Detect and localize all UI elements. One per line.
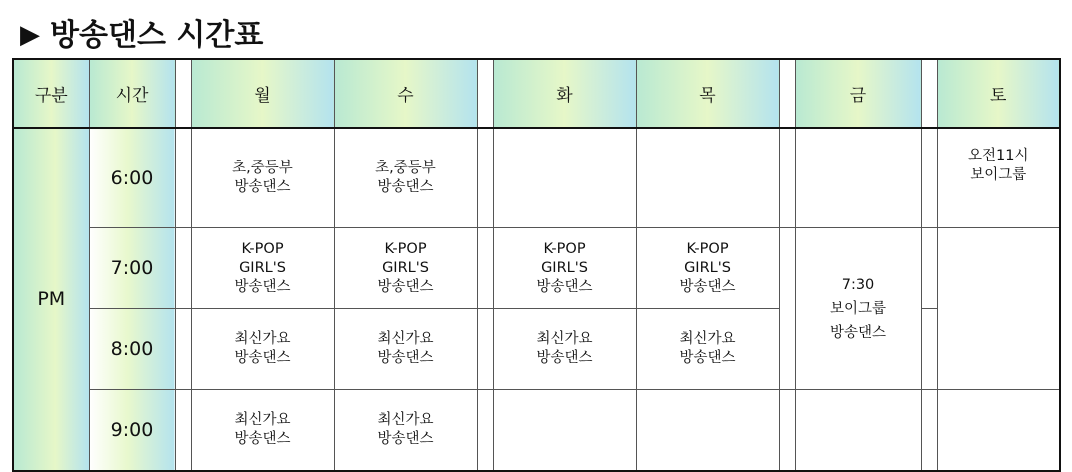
class-cell-sat: 오전11시 보이그룹	[937, 128, 1060, 228]
column-gap	[477, 59, 493, 128]
column-gap	[779, 59, 795, 128]
class-cell-tue: 최신가요 방송댄스	[493, 309, 636, 390]
class-cell-tue: K-POP GIRL'S 방송댄스	[493, 228, 636, 309]
column-gap	[921, 309, 937, 390]
class-cell-mon: 최신가요 방송댄스	[191, 390, 334, 472]
header-thu: 목	[636, 59, 779, 128]
class-cell-fri: 7:30 보이그룹 방송댄스	[795, 228, 921, 390]
time-cell: 9:00	[89, 390, 175, 472]
column-gap	[477, 128, 493, 228]
class-cell-mon: K-POP GIRL'S 방송댄스	[191, 228, 334, 309]
column-gap	[175, 228, 191, 309]
column-gap	[175, 128, 191, 228]
column-gap	[921, 59, 937, 128]
page-title	[20, 10, 263, 54]
class-cell-wed: 최신가요 방송댄스	[334, 309, 477, 390]
schedule-table	[12, 58, 1061, 472]
header-category: 구분	[13, 59, 89, 128]
page-title-text: 방송댄스 시간표	[50, 18, 264, 53]
column-gap	[175, 59, 191, 128]
table-row	[13, 228, 1060, 309]
column-gap	[477, 309, 493, 390]
column-gap	[779, 128, 795, 228]
header-sat: 토	[937, 59, 1060, 128]
column-gap	[175, 309, 191, 390]
class-cell-wed: K-POP GIRL'S 방송댄스	[334, 228, 477, 309]
column-gap	[477, 228, 493, 309]
class-cell-fri	[795, 128, 921, 228]
play-triangle-icon: ▶	[20, 20, 40, 50]
class-cell-tue	[493, 128, 636, 228]
column-gap	[921, 228, 937, 309]
time-cell: 6:00	[89, 128, 175, 228]
class-cell-thu	[636, 128, 779, 228]
table-row	[13, 128, 1060, 228]
header-time: 시간	[89, 59, 175, 128]
class-cell-wed: 최신가요 방송댄스	[334, 390, 477, 472]
header-wed: 수	[334, 59, 477, 128]
class-cell-thu: 최신가요 방송댄스	[636, 309, 779, 390]
time-cell: 7:00	[89, 228, 175, 309]
time-cell: 8:00	[89, 309, 175, 390]
class-cell-sat	[937, 228, 1060, 390]
header-tue: 화	[493, 59, 636, 128]
class-cell-mon: 초,중등부 방송댄스	[191, 128, 334, 228]
class-cell-mon: 최신가요 방송댄스	[191, 309, 334, 390]
header-mon: 월	[191, 59, 334, 128]
header-row	[13, 59, 1060, 128]
class-cell-thu: K-POP GIRL'S 방송댄스	[636, 228, 779, 309]
header-fri: 금	[795, 59, 921, 128]
column-gap	[921, 128, 937, 228]
class-cell-wed: 초,중등부 방송댄스	[334, 128, 477, 228]
period-cell: PM	[13, 128, 89, 471]
column-gap	[779, 228, 795, 390]
